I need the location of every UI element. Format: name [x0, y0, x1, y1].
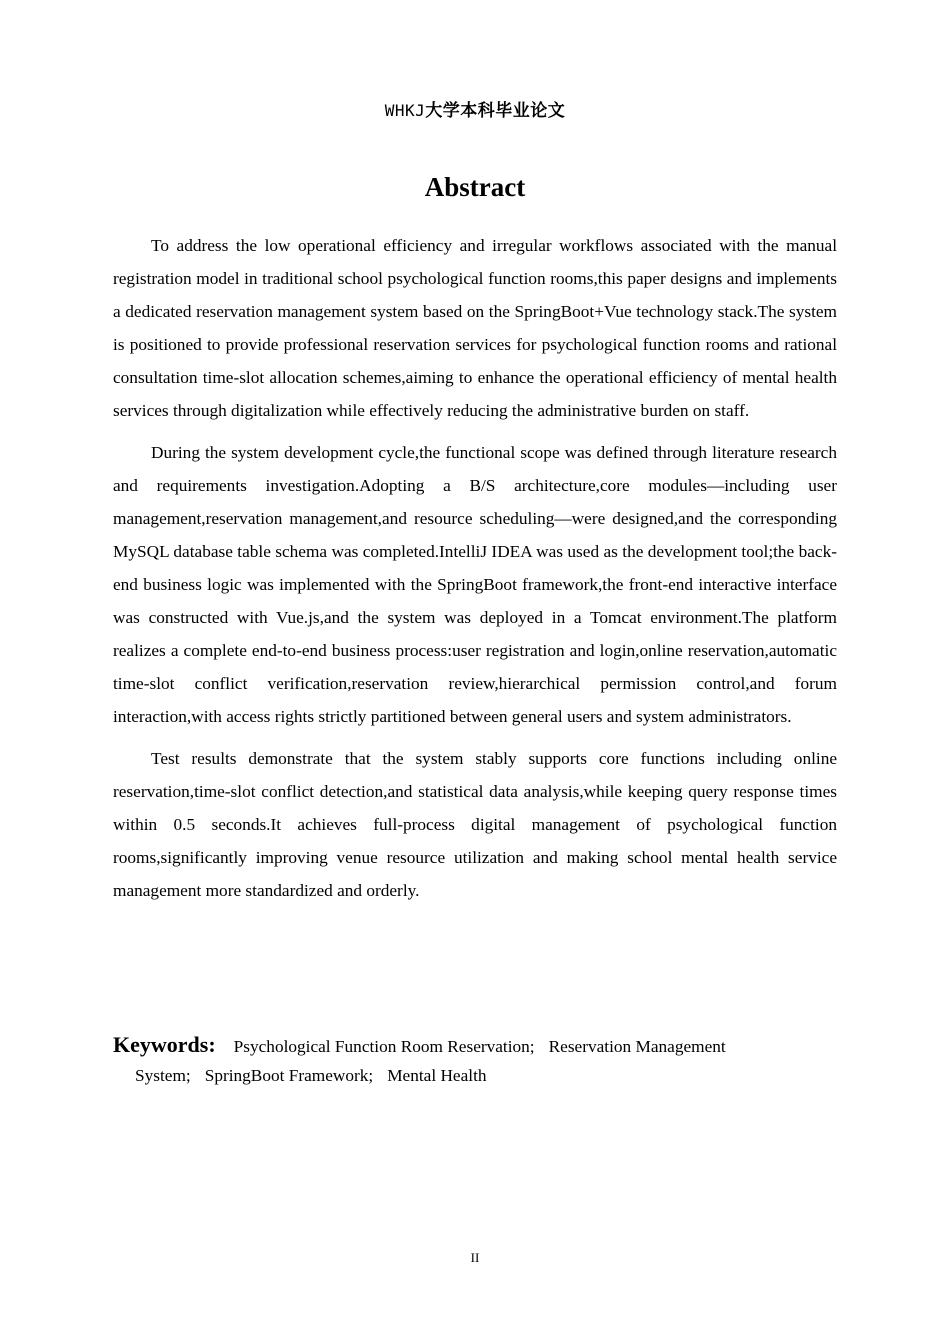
abstract-paragraph-2: During the system development cycle,the functional scope was defined through literature research and requirements investigation.Adopting a B/S architecture,core modules—including user management,reservation management,and resource scheduling—were designed,and the corresponding MySQL database table schema was completed.IntelliJ IDEA was used as the development tool;the back-end business logic was implemented with the SpringBoot framework,the front-end interactive interface was constructed with Vue.js,and the system was deployed in a Tomcat environment.The platform realizes a complete end-to-end business process:user registration and login,online reservation,automatic time-slot conflict verification,reservation review,hierarchical permission control,and forum interaction,with access rights strictly partitioned between general users and system administrators. — [113, 443, 837, 726]
keyword-item: System; — [135, 1066, 191, 1085]
header-university-code: WHKJ — [384, 101, 426, 120]
abstract-paragraph-3: Test results demonstrate that the system stably supports core functions including online reservation,time-slot conflict detection,and statistical data analysis,while keeping query response times within 0.5 seconds.It achieves full-process digital management of psychological function rooms,significantly improving venue resource utilization and making school mental health service management more standardized and orderly. — [113, 749, 837, 900]
keywords-line-2 — [113, 1061, 843, 1090]
keywords-label: Keywords: — [113, 1032, 216, 1057]
keyword-item: SpringBoot Framework; — [204, 1066, 374, 1085]
keyword-item: Reservation Management — [548, 1037, 726, 1056]
keyword-item: Psychological Function Room Reservation; — [233, 1037, 535, 1056]
abstract-title: Abstract — [424, 172, 526, 202]
keywords-section — [113, 1030, 843, 1090]
header-thesis-label: 大学本科毕业论文 — [425, 101, 566, 121]
keywords-line-1 — [113, 1030, 843, 1061]
abstract-paragraph-1: To address the low operational efficiency and irregular workflows associated with the manual registration model in traditional school psychological function rooms,this paper designs and implements a dedicated reservation management system based on the SpringBoot+Vue technology stack.The system is positioned to provide professional reservation services for psychological function rooms and rational consultation time-slot allocation schemes,aiming to enhance the operational efficiency of mental health services through digitalization while effectively reducing the administrative burden on staff. — [113, 236, 837, 420]
running-header — [0, 96, 950, 121]
keyword-item: Mental Health — [387, 1066, 487, 1085]
page-number: II — [470, 1250, 480, 1265]
abstract-body — [113, 229, 837, 916]
